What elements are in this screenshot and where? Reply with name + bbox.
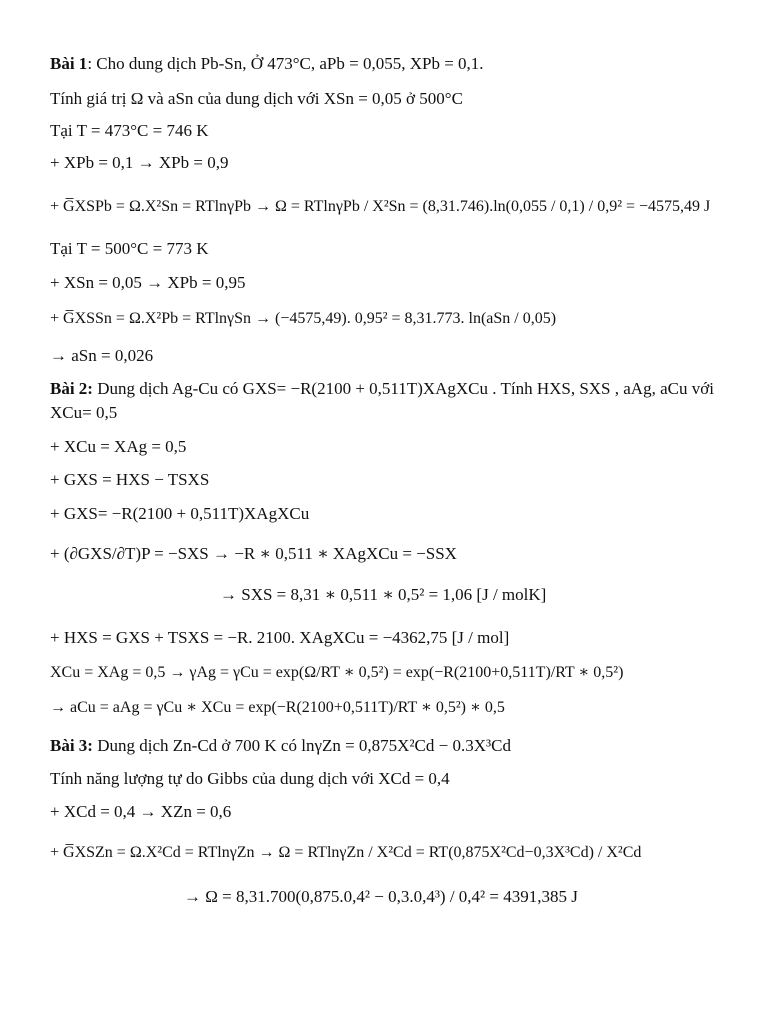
line-4: + XPb = 0,1 → XPb = 0,9 xyxy=(50,153,229,172)
line-1: Bài 1: Cho dung dịch Pb-Sn, Ở 473°C, aPb = 0,055, XPb = 0,1. xyxy=(50,54,484,73)
line-20: Bài 3: Dung dịch Zn-Cd ở 700 K có lnγZn = 0,875X²Cd − 0.3X³Cd xyxy=(50,736,511,755)
line-6: Tại T = 500°C = 773 K xyxy=(50,239,209,258)
line-18-formula: XCu = XAg = 0,5 → γAg = γCu = exp(Ω/RT ∗ 0,5²) = exp(−R(2100+0,511T)/RT ∗ 0,5²) xyxy=(50,664,624,681)
line-3: Tại T = 473°C = 746 K xyxy=(50,121,209,140)
line-22: + XCd = 0,4 → XZn = 0,6 xyxy=(50,802,232,821)
line-13: + GXS = HXS − TSXS xyxy=(50,470,210,489)
exercise-label: Bài 2: xyxy=(50,379,93,398)
line-12: + XCu = XAg = 0,5 xyxy=(50,437,187,456)
line-10: Bài 2: Dung dịch Ag-Cu có GXS= −R(2100 + 0,511T)XAgXCu . Tính HXS, SXS , aAg, aCu với xyxy=(50,379,714,398)
line-21: Tính năng lượng tự do Gibbs của dung dịch với XCd = 0,4 xyxy=(50,769,450,788)
line-9: → aSn = 0,026 xyxy=(50,346,154,365)
line-7: + XSn = 0,05 → XPb = 0,95 xyxy=(50,273,246,292)
line-5-formula: + G̅XSPb = Ω.X²Sn = RTlnγPb → Ω = RTlnγPb / X²Sn = (8,31.746).ln(0,055 / 0,1) / 0,9² = −4575,49 J xyxy=(50,198,711,215)
exercise-label: Bài 1 xyxy=(50,54,88,73)
line-2: Tính giá trị Ω và aSn của dung dịch với XSn = 0,05 ở 500°C xyxy=(50,89,463,108)
exercise-label: Bài 3: xyxy=(50,736,93,755)
line-15: + (∂GXS/∂T)P = −SXS → −R ∗ 0,511 ∗ XAgXCu = −SSX xyxy=(50,544,457,563)
line-16: → SXS = 8,31 ∗ 0,511 ∗ 0,5² = 1,06 [J / molK] xyxy=(220,585,547,604)
line-11: XCu= 0,5 xyxy=(50,403,118,422)
line-23-formula: + G̅XSZn = Ω.X²Cd = RTlnγZn → Ω = RTlnγZn / X²Cd = RT(0,875X²Cd−0,3X³Cd) / X²Cd xyxy=(50,844,642,861)
line-19-formula: → aCu = aAg = γCu ∗ XCu = exp(−R(2100+0,511T)/RT ∗ 0,5²) ∗ 0,5 xyxy=(50,699,505,716)
line-14: + GXS= −R(2100 + 0,511T)XAgXCu xyxy=(50,504,310,523)
line-8-formula: + G̅XSSn = Ω.X²Pb = RTlnγSn → (−4575,49). 0,95² = 8,31.773. ln(aSn / 0,05) xyxy=(50,310,557,327)
line-17: + HXS = GXS + TSXS = −R. 2100. XAgXCu = −4362,75 [J / mol] xyxy=(50,628,510,647)
line-24-formula: → Ω = 8,31.700(0,875.0,4² − 0,3.0,4³) / 0,4² = 4391,385 J xyxy=(184,887,578,906)
